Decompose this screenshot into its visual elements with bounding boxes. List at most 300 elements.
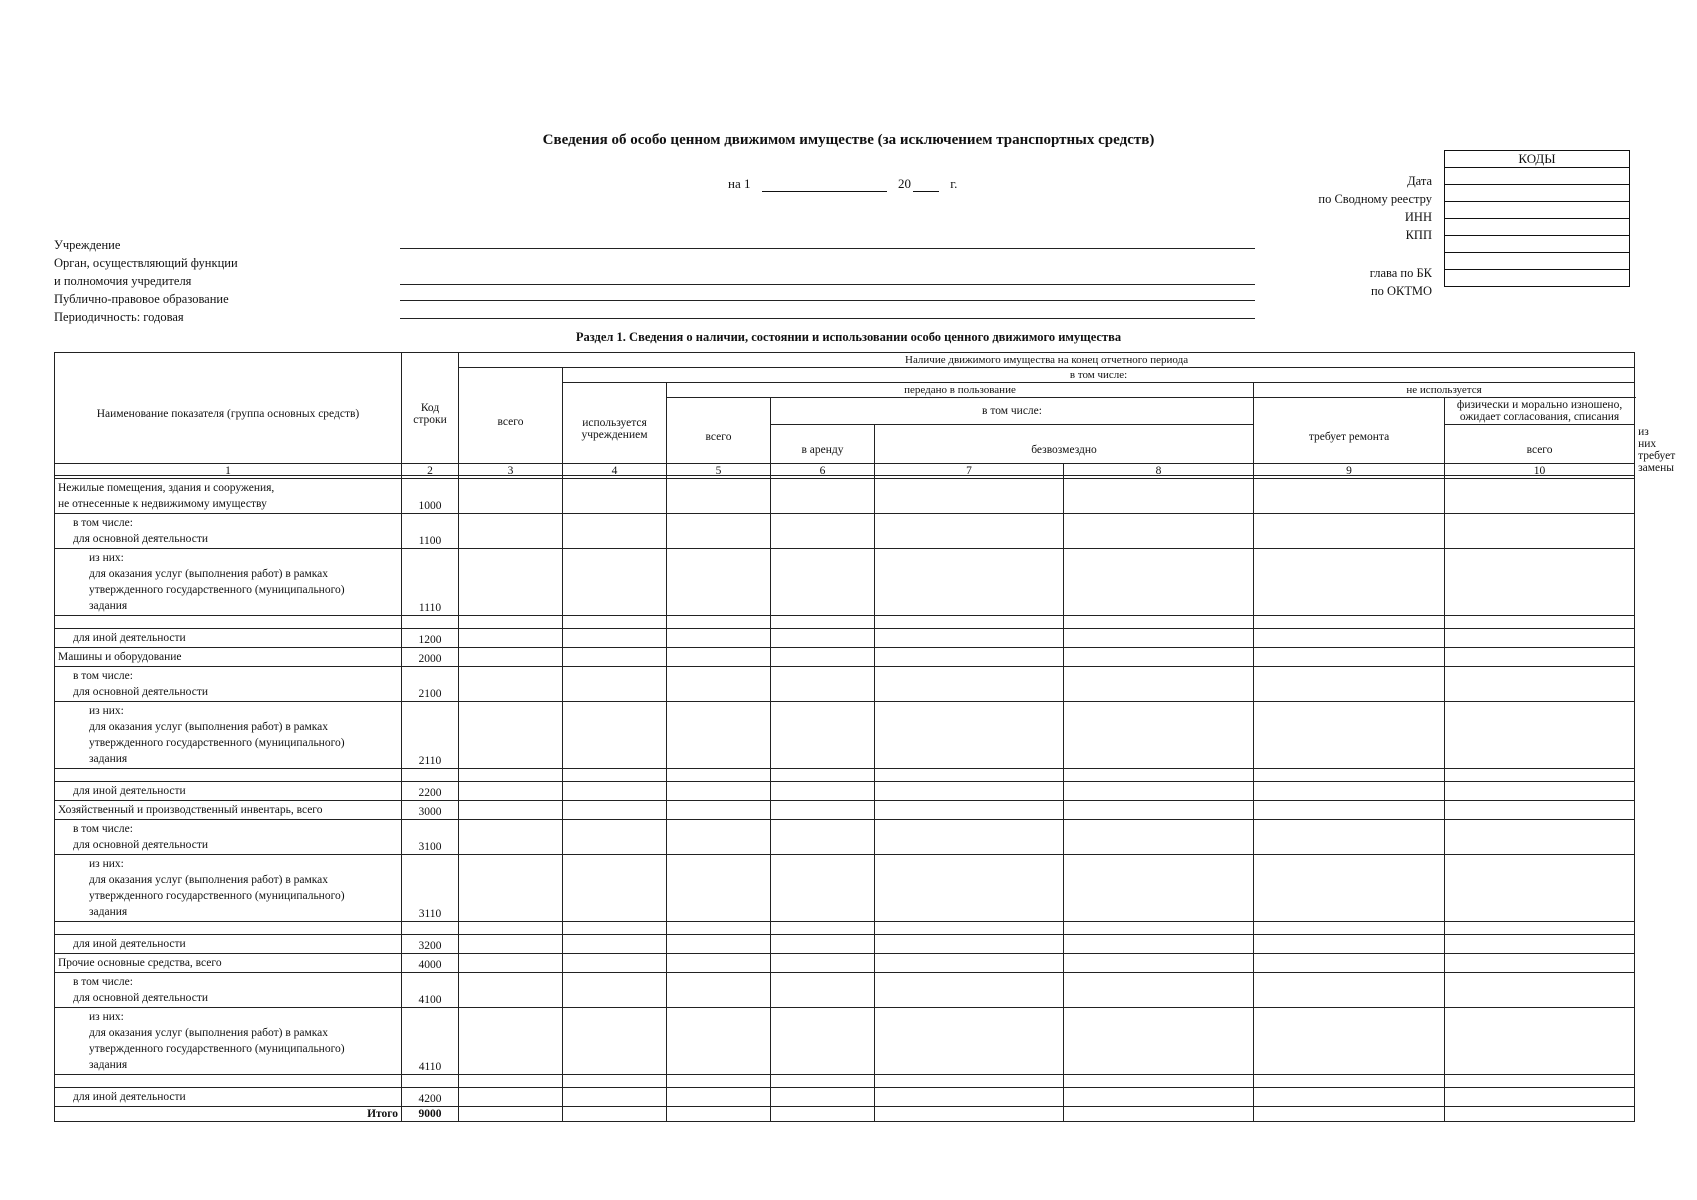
value-cell[interactable]: [1445, 667, 1635, 702]
value-cell[interactable]: [459, 549, 563, 616]
value-cell[interactable]: [459, 667, 563, 702]
value-cell[interactable]: [771, 935, 875, 954]
row-name: [55, 973, 402, 1008]
row-name: [55, 479, 402, 514]
value-cell[interactable]: [667, 479, 771, 514]
value-cell[interactable]: [771, 855, 875, 922]
value-cell[interactable]: [875, 954, 1064, 973]
value-cell[interactable]: [1445, 702, 1635, 769]
value-cell[interactable]: [1445, 648, 1635, 667]
date-prefix: на 1: [728, 176, 751, 191]
value-cell[interactable]: [1254, 855, 1445, 922]
value-cell[interactable]: [771, 769, 875, 782]
value-cell[interactable]: [563, 855, 667, 922]
organ-label-2: и полномочия учредителя: [54, 274, 192, 288]
value-cell[interactable]: [667, 769, 771, 782]
row-name: [55, 702, 402, 769]
value-cell[interactable]: [563, 973, 667, 1008]
column-number: 10: [1445, 464, 1635, 479]
row-name-line: для оказания услуг (выполнения работ) в рамках: [89, 1027, 329, 1039]
value-cell[interactable]: [459, 782, 563, 801]
value-cell[interactable]: [1254, 1008, 1445, 1075]
value-cell[interactable]: [875, 514, 1064, 549]
value-cell[interactable]: [1254, 549, 1445, 616]
periodicity-field[interactable]: [400, 318, 1255, 319]
section-title: Раздел 1. Сведения о наличии, состоянии и использовании особо ценного движимого имущества: [575, 330, 1122, 344]
row-name-line: утвержденного государственного (муниципального): [89, 890, 345, 902]
value-cell[interactable]: [1064, 801, 1254, 820]
value-cell[interactable]: [875, 935, 1064, 954]
value-cell[interactable]: [771, 514, 875, 549]
value-cell[interactable]: [1254, 954, 1445, 973]
value-cell[interactable]: [563, 1075, 667, 1088]
row-code: 3100: [402, 820, 459, 855]
code-label-inn: ИНН: [1404, 210, 1432, 224]
row-code: 2100: [402, 667, 459, 702]
value-cell[interactable]: [771, 820, 875, 855]
value-cell[interactable]: [1445, 954, 1635, 973]
value-cell[interactable]: [667, 514, 771, 549]
value-cell[interactable]: [1064, 855, 1254, 922]
table-row: [55, 1008, 1635, 1075]
value-cell[interactable]: [771, 629, 875, 648]
periodicity-label: Периодичность: годовая: [54, 310, 184, 324]
row-name: [55, 629, 402, 648]
row-code: 4200: [402, 1088, 459, 1107]
value-cell[interactable]: [563, 954, 667, 973]
row-name: [55, 514, 402, 549]
table-row: [55, 667, 1635, 702]
table-row: [55, 648, 1635, 667]
value-cell[interactable]: [667, 667, 771, 702]
row-name: [55, 667, 402, 702]
header-total: всего: [459, 368, 563, 476]
value-cell[interactable]: [667, 820, 771, 855]
row-name-line: Прочие основные средства, всего: [58, 957, 222, 969]
value-cell[interactable]: [875, 973, 1064, 1008]
row-code: 2000: [402, 648, 459, 667]
row-name-line: из них:: [89, 705, 124, 717]
value-cell[interactable]: [875, 549, 1064, 616]
header-incl: в том числе:: [563, 368, 1635, 383]
value-cell[interactable]: [875, 922, 1064, 935]
column-numbers-row: [55, 464, 1635, 479]
row-code: 1100: [402, 514, 459, 549]
value-cell[interactable]: [1064, 935, 1254, 954]
total-label: Итого: [55, 1107, 402, 1122]
value-cell[interactable]: [1445, 1088, 1635, 1107]
value-cell[interactable]: [1064, 1075, 1254, 1088]
code-inn-cell[interactable]: [1445, 202, 1630, 219]
value-cell[interactable]: [459, 973, 563, 1008]
value-cell[interactable]: [1445, 922, 1635, 935]
column-number: 4: [563, 464, 667, 479]
value-cell[interactable]: [875, 782, 1064, 801]
value-cell[interactable]: [1064, 954, 1254, 973]
row-name-line: для основной деятельности: [73, 533, 208, 545]
value-cell[interactable]: [1445, 973, 1635, 1008]
value-cell[interactable]: [563, 769, 667, 782]
row-code: 3200: [402, 935, 459, 954]
row-name: [55, 1088, 402, 1107]
header-free: безвозмездно: [875, 425, 1254, 476]
value-cell[interactable]: [1254, 629, 1445, 648]
public-entity-label: Публично-правовое образование: [54, 292, 229, 306]
value-cell[interactable]: [459, 954, 563, 973]
row-name-line: для основной деятельности: [73, 839, 208, 851]
value-cell[interactable]: [1254, 801, 1445, 820]
value-cell[interactable]: [563, 1088, 667, 1107]
value-cell[interactable]: [1064, 616, 1254, 629]
row-code: 3110: [402, 855, 459, 922]
value-cell[interactable]: [563, 1008, 667, 1075]
table-row: [55, 769, 1635, 782]
value-cell[interactable]: [667, 922, 771, 935]
code-bk-cell[interactable]: [1445, 253, 1630, 270]
value-cell[interactable]: [771, 954, 875, 973]
row-code: 3000: [402, 801, 459, 820]
value-cell[interactable]: [459, 935, 563, 954]
row-name-line: для оказания услуг (выполнения работ) в рамках: [89, 721, 329, 733]
institution-field[interactable]: [400, 248, 1255, 249]
value-cell[interactable]: [1254, 935, 1445, 954]
code-registry-cell[interactable]: [1445, 185, 1630, 202]
row-name-line: Нежилые помещения, здания и сооружения,: [58, 482, 275, 494]
value-cell[interactable]: [771, 702, 875, 769]
row-name-line: задания: [89, 906, 128, 918]
value-cell[interactable]: [875, 1008, 1064, 1075]
value-cell[interactable]: [1254, 514, 1445, 549]
code-oktmo-cell[interactable]: [1445, 270, 1630, 287]
value-cell[interactable]: [771, 549, 875, 616]
value-cell[interactable]: [667, 1075, 771, 1088]
row-code: 2110: [402, 702, 459, 769]
row-name-line: для иной деятельности: [73, 1091, 186, 1103]
column-number: 7: [875, 464, 1064, 479]
value-cell[interactable]: [1064, 820, 1254, 855]
row-name-line: для основной деятельности: [73, 992, 208, 1004]
table-row: [55, 629, 1635, 648]
value-cell[interactable]: [563, 667, 667, 702]
date-year-field[interactable]: [913, 179, 939, 192]
row-name: [55, 954, 402, 973]
row-name-line: [58, 617, 398, 627]
total-value-cell[interactable]: [459, 1107, 563, 1122]
column-number: 8: [1064, 464, 1254, 479]
value-cell[interactable]: [771, 782, 875, 801]
column-number: 9: [1254, 464, 1445, 479]
value-cell[interactable]: [1445, 616, 1635, 629]
value-cell[interactable]: [771, 1075, 875, 1088]
value-cell[interactable]: [1064, 1008, 1254, 1075]
value-cell[interactable]: [1445, 801, 1635, 820]
row-name-line: задания: [89, 1059, 128, 1071]
table-row: [55, 820, 1635, 855]
value-cell[interactable]: [667, 1008, 771, 1075]
row-name-line: для оказания услуг (выполнения работ) в рамках: [89, 568, 329, 580]
column-number: 6: [771, 464, 875, 479]
value-cell[interactable]: [459, 629, 563, 648]
table-row: [55, 616, 1635, 629]
assets-table: Наименование показателя (группа основных средств) Код строки Наличие движимого имущества на конец отчетного периода всего в том числе: используется учреждением передано в пользование не используется всего в том числе: требует ремонта физически и морально изношено, ожидает согласования, списания в аренду безвозмездно всего из них требует замены: [54, 352, 1635, 476]
value-cell[interactable]: [459, 855, 563, 922]
value-cell[interactable]: [667, 648, 771, 667]
value-cell[interactable]: [771, 801, 875, 820]
value-cell[interactable]: [563, 820, 667, 855]
header-unused: не используется: [1254, 383, 1635, 398]
table-row: [55, 935, 1635, 954]
row-code: 1200: [402, 629, 459, 648]
total-value-cell[interactable]: [667, 1107, 771, 1122]
row-name-line: Машины и оборудование: [58, 651, 182, 663]
value-cell[interactable]: [875, 769, 1064, 782]
row-name: [55, 801, 402, 820]
header-code: Код строки: [402, 353, 459, 476]
value-cell[interactable]: [1254, 648, 1445, 667]
row-name-line: в том числе:: [73, 517, 133, 529]
code-label-kpp: КПП: [1405, 228, 1432, 242]
value-cell[interactable]: [1064, 769, 1254, 782]
value-cell[interactable]: [771, 1008, 875, 1075]
public-entity-field[interactable]: [400, 300, 1255, 301]
value-cell[interactable]: [563, 549, 667, 616]
value-cell[interactable]: [875, 667, 1064, 702]
value-cell[interactable]: [667, 549, 771, 616]
header-rent: в аренду: [771, 425, 875, 476]
row-name-line: утвержденного государственного (муниципального): [89, 737, 345, 749]
row-name-line: для оказания услуг (выполнения работ) в рамках: [89, 874, 329, 886]
value-cell[interactable]: [459, 616, 563, 629]
value-cell[interactable]: [563, 629, 667, 648]
row-code: [402, 922, 459, 935]
value-cell[interactable]: [667, 629, 771, 648]
value-cell[interactable]: [875, 1075, 1064, 1088]
value-cell[interactable]: [459, 479, 563, 514]
value-cell[interactable]: [563, 935, 667, 954]
table-row: [55, 1075, 1635, 1088]
value-cell[interactable]: [459, 1088, 563, 1107]
value-cell[interactable]: [667, 935, 771, 954]
value-cell[interactable]: [563, 479, 667, 514]
value-cell[interactable]: [459, 702, 563, 769]
code-label-date: Дата: [1407, 174, 1432, 188]
value-cell[interactable]: [459, 648, 563, 667]
row-name: [55, 1075, 402, 1088]
value-cell[interactable]: [1064, 973, 1254, 1008]
value-cell[interactable]: [1064, 629, 1254, 648]
date-line: [728, 176, 957, 192]
codes-table: [1444, 150, 1630, 287]
value-cell[interactable]: [771, 922, 875, 935]
header-repair: требует ремонта: [1254, 398, 1445, 476]
table-row: [55, 782, 1635, 801]
header-transferred: передано в пользование: [667, 383, 1254, 398]
table-row: [55, 973, 1635, 1008]
value-cell[interactable]: [1254, 702, 1445, 769]
table-row: [55, 954, 1635, 973]
value-cell[interactable]: [1445, 549, 1635, 616]
value-cell[interactable]: [563, 514, 667, 549]
code-label-registry: по Сводному реестру: [1318, 192, 1432, 206]
value-cell[interactable]: [875, 629, 1064, 648]
row-code: [402, 769, 459, 782]
value-cell[interactable]: [1064, 648, 1254, 667]
value-cell[interactable]: [459, 922, 563, 935]
row-name: [55, 769, 402, 782]
row-name: [55, 935, 402, 954]
value-cell[interactable]: [1445, 1008, 1635, 1075]
value-cell[interactable]: [875, 1088, 1064, 1107]
value-cell[interactable]: [875, 616, 1064, 629]
row-name-line: задания: [89, 753, 128, 765]
value-cell[interactable]: [771, 667, 875, 702]
value-cell[interactable]: [1064, 549, 1254, 616]
value-cell[interactable]: [459, 1075, 563, 1088]
form-title: Сведения об особо ценном движимом имуществе (за исключением транспортных средств): [542, 132, 1155, 148]
row-name: [55, 820, 402, 855]
value-cell[interactable]: [875, 820, 1064, 855]
value-cell[interactable]: [459, 820, 563, 855]
value-cell[interactable]: [459, 801, 563, 820]
code-blank-cell[interactable]: [1445, 236, 1630, 253]
header-worn: физически и морально изношено, ожидает согласования, списания: [1445, 398, 1635, 425]
column-number: 1: [55, 464, 402, 479]
column-number: 5: [667, 464, 771, 479]
row-code: [402, 1075, 459, 1088]
total-value-cell[interactable]: [1254, 1107, 1445, 1122]
table-row: [55, 922, 1635, 935]
row-name-line: для иной деятельности: [73, 785, 186, 797]
code-date-cell[interactable]: [1445, 168, 1630, 185]
total-value-cell[interactable]: [771, 1107, 875, 1122]
row-name-line: в том числе:: [73, 823, 133, 835]
value-cell[interactable]: [667, 782, 771, 801]
total-value-cell[interactable]: [875, 1107, 1064, 1122]
value-cell[interactable]: [563, 616, 667, 629]
value-cell[interactable]: [667, 954, 771, 973]
value-cell[interactable]: [459, 514, 563, 549]
value-cell[interactable]: [1445, 514, 1635, 549]
value-cell[interactable]: [1064, 1088, 1254, 1107]
value-cell[interactable]: [1254, 820, 1445, 855]
value-cell[interactable]: [1445, 629, 1635, 648]
row-name: [55, 616, 402, 629]
value-cell[interactable]: [459, 1008, 563, 1075]
row-name: [55, 855, 402, 922]
value-cell[interactable]: [667, 616, 771, 629]
table-row: [55, 801, 1635, 820]
date-day-month-field[interactable]: [762, 179, 887, 192]
value-cell[interactable]: [563, 702, 667, 769]
value-cell[interactable]: [1445, 1075, 1635, 1088]
row-name-line: не отнесенные к недвижимому имуществу: [58, 498, 267, 510]
value-cell[interactable]: [459, 769, 563, 782]
row-name-line: для основной деятельности: [73, 686, 208, 698]
value-cell[interactable]: [1064, 702, 1254, 769]
value-cell[interactable]: [1254, 667, 1445, 702]
value-cell[interactable]: [1445, 820, 1635, 855]
value-cell[interactable]: [1445, 479, 1635, 514]
date-year-prefix: 20: [897, 176, 911, 191]
value-cell[interactable]: [1064, 782, 1254, 801]
value-cell[interactable]: [667, 855, 771, 922]
value-cell[interactable]: [771, 479, 875, 514]
total-value-cell[interactable]: [1445, 1107, 1635, 1122]
row-name: [55, 1008, 402, 1075]
value-cell[interactable]: [771, 1088, 875, 1107]
value-cell[interactable]: [667, 1088, 771, 1107]
value-cell[interactable]: [563, 922, 667, 935]
value-cell[interactable]: [1445, 782, 1635, 801]
row-name-line: утвержденного государственного (муниципального): [89, 1043, 345, 1055]
value-cell[interactable]: [1254, 769, 1445, 782]
value-cell[interactable]: [667, 702, 771, 769]
value-cell[interactable]: [1254, 922, 1445, 935]
row-name-line: Хозяйственный и производственный инвентарь, всего: [58, 804, 323, 816]
table-row: [55, 549, 1635, 616]
value-cell[interactable]: [1254, 616, 1445, 629]
value-cell[interactable]: [1445, 769, 1635, 782]
row-name-line: для иной деятельности: [73, 938, 186, 950]
value-cell[interactable]: [563, 648, 667, 667]
row-code: 1000: [402, 479, 459, 514]
value-cell[interactable]: [875, 648, 1064, 667]
row-name-line: из них:: [89, 1011, 124, 1023]
codes-header: КОДЫ: [1445, 151, 1630, 168]
total-code: 9000: [402, 1107, 459, 1122]
value-cell[interactable]: [1445, 935, 1635, 954]
value-cell[interactable]: [563, 782, 667, 801]
table-row: [55, 479, 1635, 514]
organ-field[interactable]: [400, 284, 1255, 285]
row-name-line: в том числе:: [73, 670, 133, 682]
value-cell[interactable]: [667, 973, 771, 1008]
value-cell[interactable]: [875, 801, 1064, 820]
column-number: 3: [459, 464, 563, 479]
value-cell[interactable]: [1254, 1075, 1445, 1088]
value-cell[interactable]: [875, 479, 1064, 514]
value-cell[interactable]: [667, 801, 771, 820]
header-name: Наименование показателя (группа основных средств): [55, 353, 402, 476]
date-suffix: г.: [950, 176, 958, 191]
code-kpp-cell[interactable]: [1445, 219, 1630, 236]
value-cell[interactable]: [1254, 479, 1445, 514]
total-value-cell[interactable]: [1064, 1107, 1254, 1122]
row-code: 4000: [402, 954, 459, 973]
value-cell[interactable]: [875, 855, 1064, 922]
value-cell[interactable]: [1064, 922, 1254, 935]
row-name-line: [58, 770, 398, 780]
organ-label-1: Орган, осуществляющий функции: [54, 256, 238, 270]
header-tr-total: всего: [667, 398, 771, 476]
header-used: используется учреждением: [563, 383, 667, 476]
value-cell[interactable]: [771, 973, 875, 1008]
value-cell[interactable]: [1254, 973, 1445, 1008]
value-cell[interactable]: [1064, 479, 1254, 514]
value-cell[interactable]: [563, 801, 667, 820]
row-name-line: задания: [89, 600, 128, 612]
total-value-cell[interactable]: [563, 1107, 667, 1122]
value-cell[interactable]: [1445, 855, 1635, 922]
value-cell[interactable]: [875, 702, 1064, 769]
value-cell[interactable]: [1064, 667, 1254, 702]
value-cell[interactable]: [1254, 782, 1445, 801]
value-cell[interactable]: [1064, 514, 1254, 549]
value-cell[interactable]: [771, 616, 875, 629]
value-cell[interactable]: [771, 648, 875, 667]
value-cell[interactable]: [1254, 1088, 1445, 1107]
row-name-line: [58, 923, 398, 933]
